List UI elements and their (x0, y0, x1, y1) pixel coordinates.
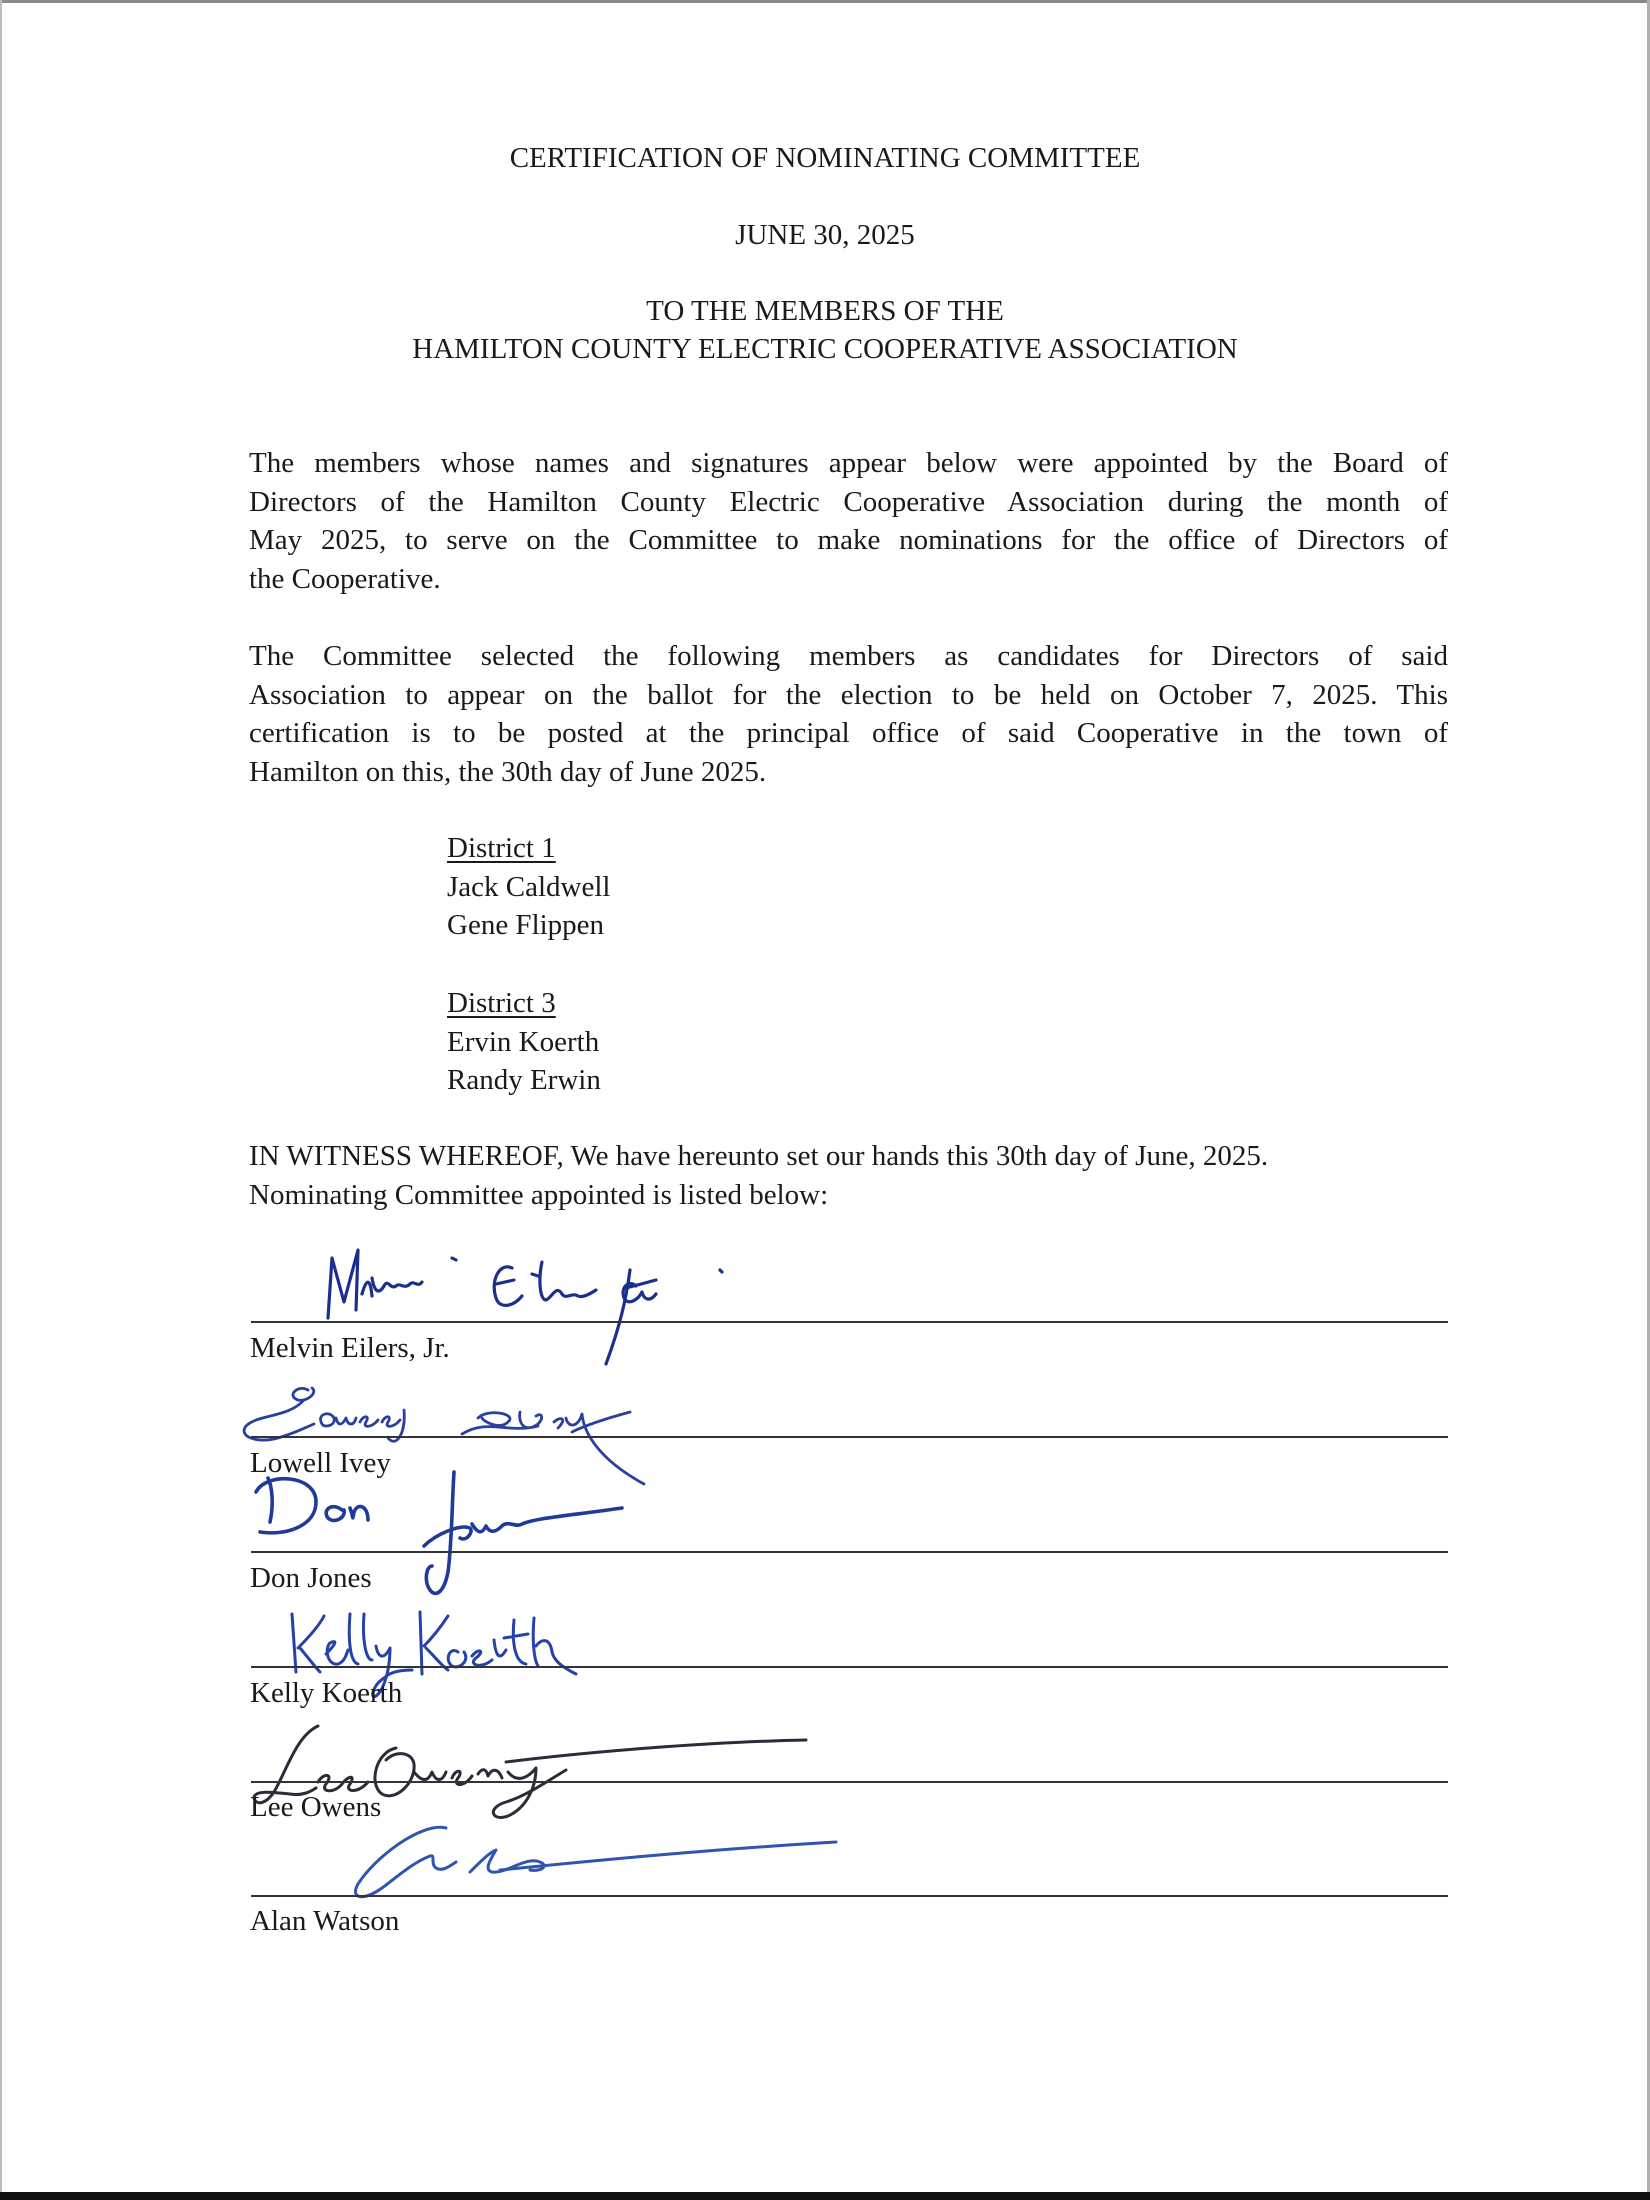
paragraph-line: the Cooperative. (249, 562, 441, 595)
district-3-block (447, 984, 601, 1100)
signatory-name: Kelly Koerth (250, 1677, 403, 1709)
signatory-name: Don Jones (250, 1562, 372, 1594)
district-heading: District 1 (447, 832, 556, 864)
signatory-name: Melvin Eilers, Jr. (250, 1332, 450, 1364)
signatory-name: Alan Watson (250, 1905, 400, 1937)
candidate-name: Randy Erwin (447, 1064, 601, 1096)
candidate-name: Gene Flippen (447, 909, 605, 941)
scan-edge-bottom (0, 2192, 1650, 2200)
document-date: JUNE 30, 2025 (735, 219, 915, 251)
signature-rule (251, 1551, 1448, 1553)
paragraph-line: The members whose names and signatures appear below were appointed by the Board of (249, 447, 1448, 479)
signatory-name: Lowell Ivey (250, 1447, 391, 1479)
appointment-paragraph (249, 444, 1448, 598)
scan-edge-top (0, 0, 1650, 3)
witness-line-1: IN WITNESS WHEREOF, We have hereunto set our hands this 30th day of June, 2025. (249, 1140, 1269, 1172)
signature-alan-watson (340, 1816, 840, 1916)
paragraph-line: The Committee selected the following members as candidates for Directors of said (249, 640, 1448, 672)
paragraph-line: Hamilton on this, the 30th day of June 2025. (249, 755, 767, 788)
paragraph-line: certification is to be posted at the principal office of said Cooperative in the town of (249, 717, 1448, 749)
selection-paragraph (249, 637, 1448, 791)
signatory-name: Lee Owens (250, 1791, 382, 1823)
paragraph-line: May 2025, to serve on the Committee to make nominations for the office of Directors of (249, 524, 1448, 556)
candidate-name: Jack Caldwell (447, 870, 611, 903)
district-1-block (447, 829, 610, 945)
paragraph-line: Directors of the Hamilton County Electric Cooperative Association during the month of (249, 485, 1448, 518)
witness-line-2: Nominating Committee appointed is listed below: (249, 1178, 829, 1211)
witness-statement (249, 1137, 1268, 1214)
signature-rule (251, 1781, 1448, 1783)
paragraph-line: Association to appear on the ballot for the election to be held on October 7, 2025. This (249, 678, 1448, 711)
document-title: CERTIFICATION OF NOMINATING COMMITTEE (509, 142, 1141, 174)
candidate-name: Ervin Koerth (447, 1025, 600, 1058)
district-heading: District 3 (447, 987, 556, 1019)
addressee-line-2: HAMILTON COUNTY ELECTRIC COOPERATIVE ASSOCIATION (412, 333, 1238, 365)
signature-rule (251, 1436, 1448, 1438)
signature-rule (251, 1895, 1448, 1897)
signature-rule (251, 1321, 1448, 1323)
signature-rule (251, 1666, 1448, 1668)
addressee-line-1: TO THE MEMBERS OF THE (646, 295, 1004, 327)
